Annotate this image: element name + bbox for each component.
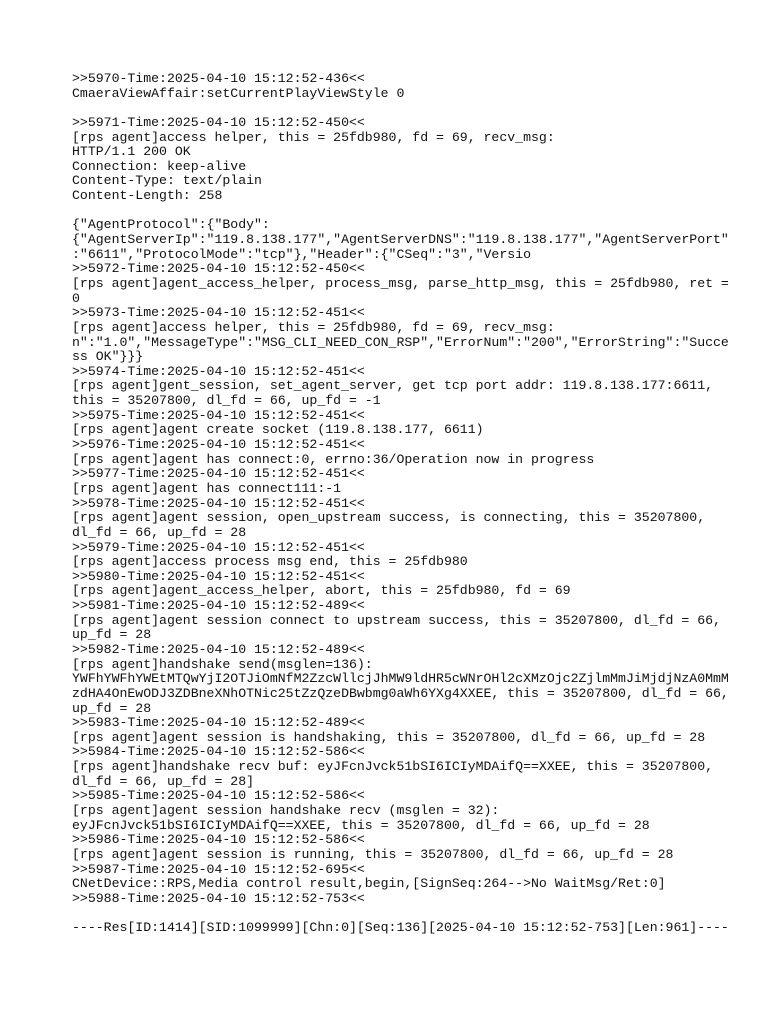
blank-line [72, 204, 702, 219]
log-line: up_fd = 28 [72, 627, 152, 643]
log-line: >>5982-Time:2025-04-10 15:12:52-489<< [72, 641, 365, 657]
log-line: [rps agent]agent has connect111:-1 [72, 480, 342, 496]
log-line: up_fd = 28 [72, 700, 152, 716]
log-line: [rps agent]access process msg end, this = 25fdb980 [72, 554, 468, 570]
log-line: >>5972-Time:2025-04-10 15:12:52-450<< [72, 261, 365, 277]
log-line: [rps agent]access helper, this = 25fdb980, fd = 69, recv_msg: [72, 319, 555, 335]
log-line: >>5988-Time:2025-04-10 15:12:52-753<< [72, 890, 365, 906]
log-line: >>5984-Time:2025-04-10 15:12:52-586<< [72, 744, 365, 760]
response-summary-line: ----Res[ID:1414][SID:1099999][Chn:0][Seq:136][2025-04-10 15:12:52-753][Len:961]---- [72, 920, 729, 936]
log-line: >>5983-Time:2025-04-10 15:12:52-489<< [72, 715, 365, 731]
log-line: >>5971-Time:2025-04-10 15:12:52-450<< [72, 114, 365, 130]
log-line: [rps agent]agent session connect to upstream success, this = 35207800, dl_fd = 66, [72, 612, 721, 628]
log-line: >>5977-Time:2025-04-10 15:12:52-451<< [72, 466, 365, 482]
log-line: >>5986-Time:2025-04-10 15:12:52-586<< [72, 832, 365, 848]
log-line: [rps agent]agent_access_helper, process_msg, parse_http_msg, this = 25fdb980, ret = [72, 275, 729, 291]
log-line: dl_fd = 66, up_fd = 28] [72, 773, 255, 789]
log-line: dl_fd = 66, up_fd = 28 [72, 524, 247, 540]
log-line: ss OK"}}} [72, 349, 144, 365]
log-line: {"AgentServerIp":"119.8.138.177","AgentServerDNS":"119.8.138.177","AgentServerPort" [72, 232, 729, 248]
blank-line [72, 101, 702, 116]
log-line: [rps agent]agent has connect:0, errno:36/Operation now in progress [72, 451, 595, 467]
log-line: [rps agent]handshake recv buf: eyJFcnJvck51bSI6ICIyMDAifQ==XXEE, this = 35207800, [72, 759, 714, 775]
log-line: >>5978-Time:2025-04-10 15:12:52-451<< [72, 495, 365, 511]
log-line: >>5987-Time:2025-04-10 15:12:52-695<< [72, 861, 365, 877]
log-line: [rps agent]agent_access_helper, abort, this = 25fdb980, fd = 69 [72, 583, 571, 599]
log-line: >>5976-Time:2025-04-10 15:12:52-451<< [72, 437, 365, 453]
log-line: HTTP/1.1 200 OK [72, 144, 191, 160]
log-line: >>5974-Time:2025-04-10 15:12:52-451<< [72, 363, 365, 379]
log-line: Content-Type: text/plain [72, 173, 262, 189]
log-line: [rps agent]agent session, open_upstream success, is connecting, this = 35207800, [72, 510, 706, 526]
log-line: >>5970-Time:2025-04-10 15:12:52-436<< [72, 71, 365, 86]
log-line: Content-Length: 258 [72, 188, 223, 204]
log-line: Connection: keep-alive [72, 158, 247, 174]
log-line: zdHA4OnEwODJ3ZDBneXNhOTNic25tZzQzeDBwbmg0aWh6YXg4XXEE, this = 35207800, dl_fd = 66, [72, 685, 729, 701]
log-line: [rps agent]access helper, this = 25fdb980, fd = 69, recv_msg: [72, 129, 555, 145]
log-line: [rps agent]agent session handshake recv (msglen = 32): [72, 803, 500, 819]
log-line: [rps agent]gent_session, set_agent_server, get tcp port addr: 119.8.138.177:6611, [72, 378, 714, 394]
log-line: eyJFcnJvck51bSI6ICIyMDAifQ==XXEE, this = 35207800, dl_fd = 66, up_fd = 28 [72, 817, 650, 833]
log-line: [rps agent]agent session is running, this = 35207800, dl_fd = 66, up_fd = 28 [72, 846, 674, 862]
log-line: n":"1.0","MessageType":"MSG_CLI_NEED_CON_RSP","ErrorNum":"200","ErrorString":"Succe [72, 334, 729, 350]
log-line: >>5979-Time:2025-04-10 15:12:52-451<< [72, 539, 365, 555]
log-line: >>5975-Time:2025-04-10 15:12:52-451<< [72, 407, 365, 423]
log-document [72, 71, 729, 936]
log-line: CNetDevice::RPS,Media control result,begin,[SignSeq:264-->No WaitMsg/Ret:0] [72, 876, 666, 892]
log-line: 0 [72, 290, 80, 306]
log-line: YWFhYWFhYWEtMTQwYjI2OTJiOmNfM2ZzcWllcjJhMW9ldHR5cWNrOHl2cXMzOjc2ZjlmMmJiMjdjNzA0MmM [72, 671, 729, 687]
log-line: CmaeraViewAffair:setCurrentPlayViewStyle 0 [72, 85, 405, 101]
log-line: >>5985-Time:2025-04-10 15:12:52-586<< [72, 788, 365, 804]
log-line: >>5980-Time:2025-04-10 15:12:52-451<< [72, 568, 365, 584]
log-line: >>5973-Time:2025-04-10 15:12:52-451<< [72, 305, 365, 321]
log-line: [rps agent]agent create socket (119.8.138.177, 6611) [72, 422, 484, 438]
log-line: this = 35207800, dl_fd = 66, up_fd = -1 [72, 393, 381, 409]
log-line: :"6611","ProtocolMode":"tcp"},"Header":{"CSeq":"3","Versio [72, 246, 531, 262]
log-line: {"AgentProtocol":{"Body": [72, 217, 270, 233]
blank-line [72, 907, 702, 922]
log-line: [rps agent]handshake send(msglen=136): [72, 656, 373, 672]
log-line: >>5981-Time:2025-04-10 15:12:52-489<< [72, 598, 365, 614]
log-line: [rps agent]agent session is handshaking, this = 35207800, dl_fd = 66, up_fd = 28 [72, 729, 706, 745]
